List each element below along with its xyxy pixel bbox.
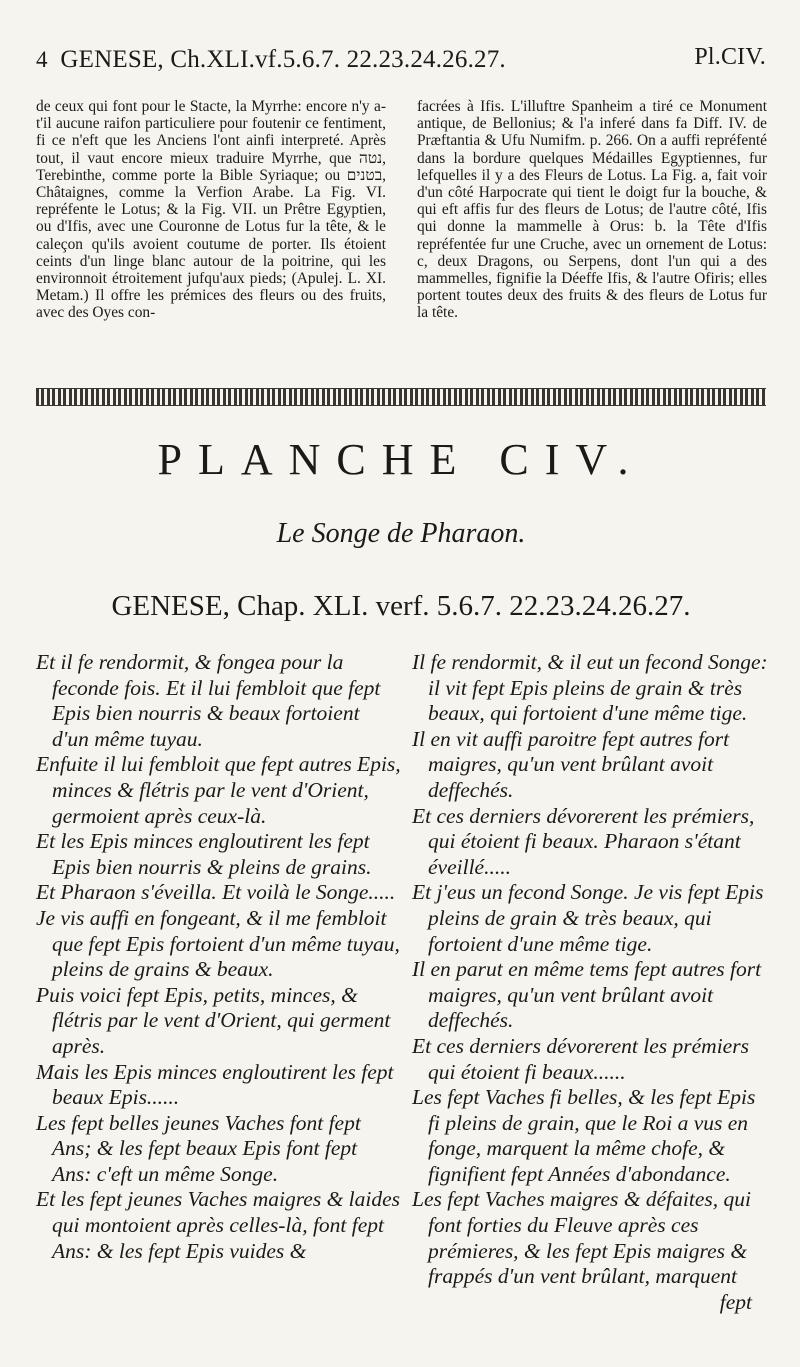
commentary-right-column	[417, 98, 767, 322]
verse-paragraph: Et ces derniers dévorerent les prémiers, qui étoient fi beaux. Pharaon s'étant éveillé.....	[412, 803, 755, 879]
running-title: GENESE, Ch.XLI.vf.5.6.7. 22.23.24.26.27.	[60, 46, 506, 73]
verse-paragraph: Mais les Epis minces engloutirent les fept beaux Epis......	[36, 1059, 394, 1110]
verse-paragraph: Et Pharaon s'éveilla. Et voilà le Songe.....	[36, 880, 396, 905]
verse-left-column	[36, 650, 401, 1264]
plate-label: Pl.CIV.	[694, 44, 766, 70]
commentary-left-column	[36, 98, 386, 322]
page-number: 4	[36, 47, 48, 72]
verse-paragraph: Je vis auffi en fongeant, & il me fembloit que fept Epis fortoient d'un même tuyau, pleins de grains & beaux.	[36, 905, 400, 982]
verse-paragraph: Les fept Vaches maigres & défaites, qui font forties du Fleuve après ces prémieres, & les fept Epis maigres & frappés d'un vent brûlant, marquent	[412, 1187, 751, 1289]
verse-paragraph: Et les Epis minces engloutirent les fept Epis bien nourris & pleins de grains.	[36, 829, 372, 879]
verse-paragraph: Il fe rendormit, & il eut un fecond Songe: il vit fept Epis pleins de grain & très beaux, qui fortoient d'une même tige.	[412, 650, 768, 726]
verse-paragraph: Les fept Vaches fi belles, & les fept Epis fi pleins de grain, que le Roi a vus en fonge, marquent la même chofe, & fignifient fept Années d'abondance.	[412, 1085, 756, 1186]
verse-paragraph: Enfuite il lui fembloit que fept autres Epis, minces & flétris par le vent d'Orient, germoient après ceux-là.	[36, 752, 401, 828]
commentary-right-text: facrées à Ifis. L'illuftre Spanheim a tiré ce Monument antique, de Bellonius; & l'a inferé dans fa Diff. IV. de Præftantia & Ufu Numifm. p. 266. On a auffi repréfenté dans la bordure quelques Médailles Egyptiennes, fur lefquelles il y a des Fleurs de Lotus. La Fig. a, fait voir d'un côté Harpocrate qui tient le doigt fur la bouche, & qui eft affis fur des fleurs de Lotus; de l'autre côté, Ifis qui donne la mammelle à Orus: b. la Tête d'Ifis repréfentée fur une Cruche, avec un ornement de Lotus: c, deux Dragons, ou Serpens, dont l'un qui a des mammelles, fignifie la Déeffe Ifis, & l'autre Ofiris; elles portent toutes deux des fruits & des fleurs de Lotus fur la tête.	[417, 98, 767, 322]
verse-paragraph: Et les fept jeunes Vaches maigres & laides qui montoient après celles-là, font fept Ans: & les fept Epis vuides &	[36, 1187, 401, 1263]
verse-paragraph: Et ces derniers dévorerent les prémiers qui étoient fi beaux......	[412, 1033, 749, 1084]
ornamental-divider	[36, 388, 766, 406]
verse-paragraph: Les fept belles jeunes Vaches font fept Ans; & les fept beaux Epis font fept Ans: c'eft un même Songe.	[36, 1110, 361, 1186]
catchword: fept	[719, 1289, 752, 1314]
verse-paragraph: Et il fe rendormit, & fongea pour la feconde fois. Et il lui fembloit que fept Epis bien nourris & beaux fortoient d'un même tuyau.	[36, 650, 381, 751]
plate-subtitle: Le Songe de Pharaon.	[276, 518, 526, 549]
commentary-left-text: de ceux qui font pour le Stacte, la Myrrhe: encore n'y a-t'il aucune raifon particuliere pour foutenir ce fentiment, fi ce n'eft que les Anciens l'ont ainfi interpreté. Après tout, il vaut encore mieux traduire Myrrhe, que נטה, Terebinthe, comme porte la Bible Syriaque; ou בטנים, Châtaignes, comme la Verfion Arabe. La Fig. VI. repréfente le Lotus; & la Fig. VII. un Prêtre Egyptien, ou d'Ifis, avec une Couronne de Lotus fur la tête, & le caleçon qu'ils avoient coutume de porter. Ils étoient ceints d'un linge blanc autour de la poitrine, qui les environnoit étroitement jufqu'aux pieds; (Apulej. L. XI. Metam.) Il offre les prémices des fleurs ou des fruits, avec des Oyes con-	[36, 98, 386, 322]
verse-paragraph: Puis voici fept Epis, petits, minces, & flétris par le vent d'Orient, qui germent après.	[36, 982, 391, 1058]
plate-title: PLANCHE CIV.	[157, 435, 645, 484]
verse-paragraph: Il en vit auffi paroitre fept autres fort maigres, qu'un vent brûlant avoit deffechés.	[412, 726, 730, 802]
verse-right-column	[412, 650, 772, 1315]
chapter-reference: GENESE, Chap. XLI. verf. 5.6.7. 22.23.24.26.27.	[111, 590, 691, 622]
verse-paragraph: Il en parut en même tems fept autres fort maigres, qu'un vent brûlant avoit deffechés.	[412, 957, 762, 1033]
verse-paragraph: Et j'eus un fecond Songe. Je vis fept Epis pleins de grain & très beaux, qui fortoient d'une même tige.	[412, 880, 764, 956]
page-header	[36, 44, 766, 78]
